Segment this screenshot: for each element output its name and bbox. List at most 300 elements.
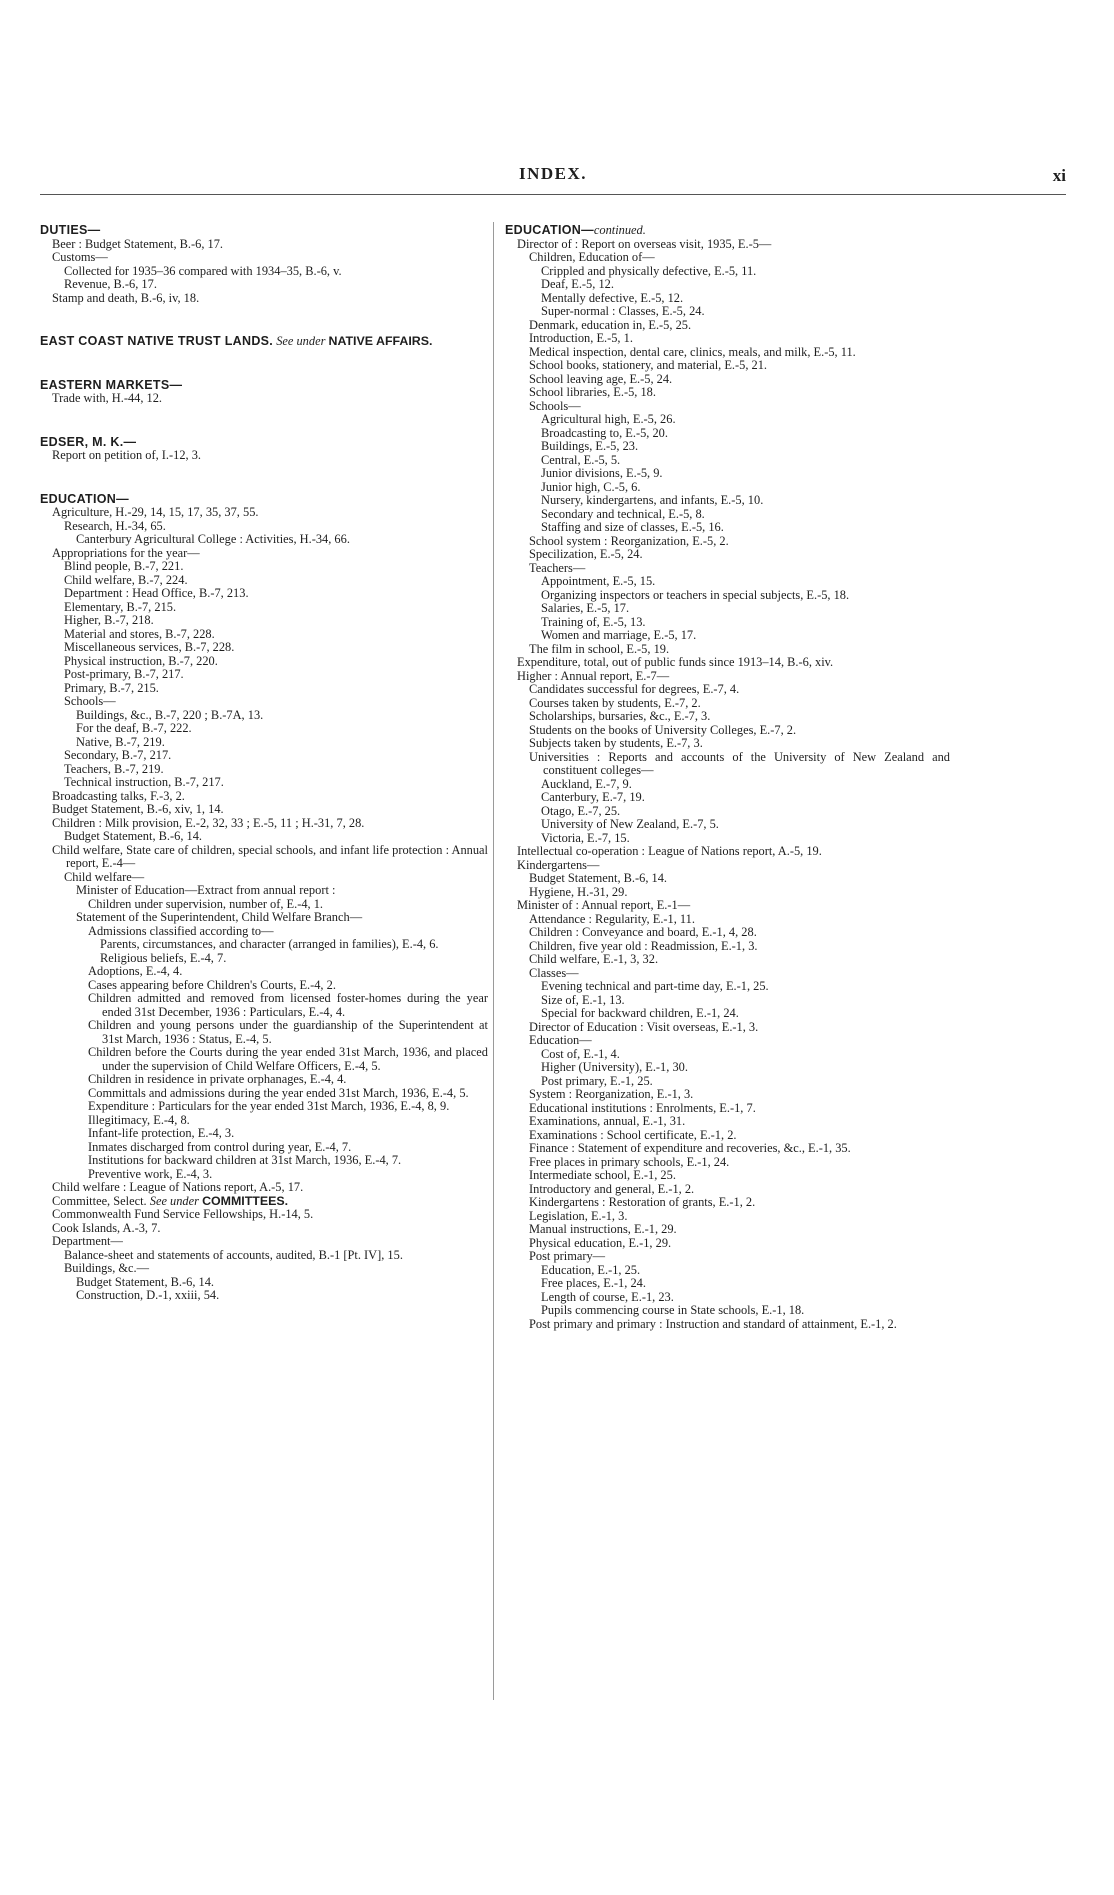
index-entry xyxy=(64,574,488,588)
heading-text: EDUCATION— xyxy=(40,491,129,506)
index-entry xyxy=(76,736,488,750)
index-entry xyxy=(541,818,950,832)
index-entry xyxy=(64,641,488,655)
index-entry xyxy=(64,587,488,601)
index-entry xyxy=(52,1235,488,1249)
right-column xyxy=(505,224,950,1331)
index-entry xyxy=(88,1114,488,1128)
entry-text: Courses taken by students, E.-7, 2. xyxy=(529,695,701,710)
index-entry xyxy=(88,1073,488,1087)
continued-label: continued. xyxy=(593,223,646,237)
entry-text: Higher : Annual report, E.-7— xyxy=(517,668,670,683)
entry-text: Institutions for backward children at 31st March, 1936, E.-4, 7. xyxy=(88,1153,402,1167)
entry-text: Children before the Courts during the year ended 31st March, 1936, and placed under the supervision of Child Welfare Officers, E.-4, 5. xyxy=(88,1045,488,1073)
index-entry xyxy=(541,305,950,319)
heading-text: EDUCATION— xyxy=(505,223,594,237)
entry-text: Otago, E.-7, 25. xyxy=(541,803,621,818)
entry-text: Super-normal : Classes, E.-5, 24. xyxy=(541,304,705,318)
index-entry xyxy=(541,805,950,819)
page-title: INDEX. xyxy=(518,164,588,183)
entry-text: Cost of, E.-1, 4. xyxy=(541,1046,620,1061)
entry-text: Child welfare, B.-7, 224. xyxy=(64,572,188,587)
index-entry xyxy=(541,1048,950,1062)
entry-text: Agricultural high, E.-5, 26. xyxy=(541,412,676,426)
index-entry xyxy=(88,1127,488,1141)
index-entry xyxy=(541,521,950,535)
index-entry xyxy=(529,1196,950,1210)
index-entry xyxy=(541,1304,950,1318)
entry-text: Size of, E.-1, 13. xyxy=(541,992,625,1007)
index-entry xyxy=(52,817,488,831)
entry-text: Admissions classified according to— xyxy=(88,923,274,938)
entry-text: Department : Head Office, B.-7, 213. xyxy=(64,586,249,600)
entry-text: Pupils commencing course in State schools, E.-1, 18. xyxy=(541,1303,805,1317)
entry-text: Committals and admissions during the year ended 31st March, 1936, E.-4, 5. xyxy=(88,1085,469,1100)
entry-text: Expenditure, total, out of public funds since 1913–14, B.-6, xiv. xyxy=(517,655,834,669)
entry-text: Budget Statement, B.-6, 14. xyxy=(76,1274,215,1289)
entry-text: Buildings, E.-5, 23. xyxy=(541,439,639,453)
entry-text: Specilization, E.-5, 24. xyxy=(529,547,643,561)
index-entry xyxy=(64,871,488,885)
index-entry xyxy=(52,844,488,871)
entry-text: Organizing inspectors or teachers in special subjects, E.-5, 18. xyxy=(541,587,850,602)
index-entry xyxy=(529,1102,950,1116)
index-entry xyxy=(76,911,488,925)
heading-text: DUTIES— xyxy=(40,223,101,237)
entry-text: Physical education, E.-1, 29. xyxy=(529,1235,672,1250)
index-entry xyxy=(541,589,950,603)
index-entry xyxy=(76,1289,488,1303)
entry-text: Revenue, B.-6, 17. xyxy=(64,277,157,291)
entry-text: Preventive work, E.-4, 3. xyxy=(88,1166,213,1181)
index-entry xyxy=(529,562,950,576)
entry-text: Junior high, C.-5, 6. xyxy=(541,479,641,494)
entry-text: Infant-life protection, E.-4, 3. xyxy=(88,1126,235,1140)
entry-text: Medical inspection, dental care, clinics, meals, and milk, E.-5, 11. xyxy=(529,344,856,359)
index-entry xyxy=(52,449,488,463)
entry-text: Finance : Statement of expenditure and recoveries, &c., E.-1, 35. xyxy=(529,1141,851,1155)
index-entry xyxy=(541,602,950,616)
index-entry xyxy=(88,979,488,993)
index-entry xyxy=(52,238,488,252)
index-entry xyxy=(529,1318,950,1332)
entry-text: Denmark, education in, E.-5, 25. xyxy=(529,317,692,332)
index-entry xyxy=(100,952,488,966)
entry-text: Illegitimacy, E.-4, 8. xyxy=(88,1112,190,1127)
index-entry xyxy=(529,886,950,900)
entry-text: Post primary and primary : Instruction and standard of attainment, E.-1, 2. xyxy=(529,1316,897,1331)
index-entry xyxy=(541,629,950,643)
index-heading xyxy=(505,224,950,238)
entry-text: Child welfare— xyxy=(64,869,145,884)
index-entry xyxy=(88,1100,488,1114)
index-heading xyxy=(40,493,488,507)
index-entry xyxy=(529,1183,950,1197)
index-entry xyxy=(529,1129,950,1143)
entry-text: Schools— xyxy=(64,694,116,708)
entry-text: Training of, E.-5, 13. xyxy=(541,614,646,629)
entry-text: Women and marriage, E.-5, 17. xyxy=(541,628,697,642)
index-entry xyxy=(88,1141,488,1155)
entry-text: Religious beliefs, E.-4, 7. xyxy=(100,950,227,965)
index-entry xyxy=(529,710,950,724)
index-entry xyxy=(541,575,950,589)
entry-text: Mentally defective, E.-5, 12. xyxy=(541,290,684,305)
index-entry xyxy=(517,899,950,913)
index-entry xyxy=(88,898,488,912)
entry-text: Material and stores, B.-7, 228. xyxy=(64,626,215,641)
entry-text: Children in residence in private orphanages, E.-4, 4. xyxy=(88,1072,347,1086)
entry-text: Commonwealth Fund Service Fellowships, H.-14, 5. xyxy=(52,1207,314,1221)
entry-text: Agriculture, H.-29, 14, 15, 17, 35, 37, 55. xyxy=(52,505,259,519)
entry-text: Child welfare, State care of children, special schools, and infant life protection : Annual report, E.-4— xyxy=(52,842,488,870)
index-entry xyxy=(64,763,488,777)
entry-text: Children and young persons under the guardianship of the Superintendent at 31st March, 1936 : Status, E.-4, 5. xyxy=(88,1018,488,1046)
left-column xyxy=(40,224,488,1303)
index-entry xyxy=(517,656,950,670)
entry-text: Examinations, annual, E.-1, 31. xyxy=(529,1114,686,1128)
index-entry xyxy=(76,709,488,723)
entry-text: Educational institutions : Enrolments, E.-1, 7. xyxy=(529,1100,756,1115)
entry-text: Teachers— xyxy=(529,560,586,575)
index-entry xyxy=(52,803,488,817)
entry-text: Classes— xyxy=(529,965,579,980)
index-entry xyxy=(541,791,950,805)
entry-text: Education, E.-1, 25. xyxy=(541,1262,641,1277)
index-entry xyxy=(529,1210,950,1224)
index-entry xyxy=(64,1262,488,1276)
entry-text: Customs— xyxy=(52,250,108,264)
entry-text: Statement of the Superintendent, Child Welfare Branch— xyxy=(76,910,363,924)
entry-text: Secondary, B.-7, 217. xyxy=(64,748,172,762)
entry-text: Victoria, E.-7, 15. xyxy=(541,830,630,845)
index-entry xyxy=(64,682,488,696)
entry-text: Appointment, E.-5, 15. xyxy=(541,574,656,588)
index-entry xyxy=(541,778,950,792)
index-entry xyxy=(64,560,488,574)
entry-text: Kindergartens : Restoration of grants, E.-1, 2. xyxy=(529,1195,756,1209)
entry-text: School leaving age, E.-5, 24. xyxy=(529,371,673,386)
index-entry xyxy=(64,265,488,279)
entry-text: Evening technical and part-time day, E.-1, 25. xyxy=(541,979,769,993)
entry-text: Candidates successful for degrees, E.-7, 4. xyxy=(529,682,740,696)
index-entry xyxy=(541,1291,950,1305)
index-entry xyxy=(541,994,950,1008)
index-entry xyxy=(88,1154,488,1168)
entry-text: Appropriations for the year— xyxy=(52,545,200,560)
index-entry xyxy=(541,292,950,306)
index-entry xyxy=(64,655,488,669)
entry-text: Expenditure : Particulars for the year ended 31st March, 1936, E.-4, 8, 9. xyxy=(88,1099,450,1113)
index-entry xyxy=(64,520,488,534)
index-entry xyxy=(541,1061,950,1075)
index-entry xyxy=(76,722,488,736)
index-entry xyxy=(541,832,950,846)
entry-text: Miscellaneous services, B.-7, 228. xyxy=(64,640,235,654)
entry-text: Children under supervision, number of, E.-4, 1. xyxy=(88,896,324,911)
entry-text: Students on the books of University Colleges, E.-7, 2. xyxy=(529,722,797,737)
entry-text: Broadcasting to, E.-5, 20. xyxy=(541,425,668,440)
index-entry xyxy=(529,697,950,711)
entry-text: Canterbury, E.-7, 19. xyxy=(541,790,645,804)
entry-text: Legislation, E.-1, 3. xyxy=(529,1208,628,1223)
entry-text: Manual instructions, E.-1, 29. xyxy=(529,1222,677,1236)
index-entry xyxy=(517,845,950,859)
index-entry xyxy=(517,238,950,252)
entry-text: Native, B.-7, 219. xyxy=(76,734,165,749)
entry-text: Research, H.-34, 65. xyxy=(64,518,166,533)
entry-text: Hygiene, H.-31, 29. xyxy=(529,884,628,899)
index-entry xyxy=(64,695,488,709)
entry-text: Cases appearing before Children's Courts, E.-4, 2. xyxy=(88,977,336,992)
index-entry xyxy=(529,1169,950,1183)
index-entry xyxy=(529,1021,950,1035)
entry-text: Stamp and death, B.-6, iv, 18. xyxy=(52,290,200,305)
entry-text: Central, E.-5, 5. xyxy=(541,452,621,467)
index-entry xyxy=(541,427,950,441)
index-entry xyxy=(64,776,488,790)
index-entry xyxy=(529,400,950,414)
entry-text: Balance-sheet and statements of accounts, audited, B.-1 [Pt. IV], 15. xyxy=(64,1247,403,1262)
entry-text: Child welfare : League of Nations report, A.-5, 17. xyxy=(52,1180,304,1194)
index-entry xyxy=(52,251,488,265)
index-entry xyxy=(88,925,488,939)
index-entry xyxy=(52,1195,488,1209)
index-entry xyxy=(529,319,950,333)
entry-text: Junior divisions, E.-5, 9. xyxy=(541,466,663,480)
entry-text: Construction, D.-1, xxiii, 54. xyxy=(76,1288,220,1302)
entry-text: The film in school, E.-5, 19. xyxy=(529,641,670,656)
index-entry xyxy=(529,386,950,400)
entry-text: Child welfare, E.-1, 3, 32. xyxy=(529,952,659,966)
index-entry xyxy=(541,413,950,427)
index-entry xyxy=(64,1249,488,1263)
entry-text: Broadcasting talks, F.-3, 2. xyxy=(52,788,185,803)
index-entry xyxy=(76,1276,488,1290)
index-entry xyxy=(100,938,488,952)
index-entry xyxy=(541,616,950,630)
index-entry xyxy=(529,1237,950,1251)
index-entry xyxy=(52,506,488,520)
index-entry xyxy=(541,508,950,522)
entry-text: Kindergartens— xyxy=(517,857,600,872)
entry-text: System : Reorganization, E.-1, 3. xyxy=(529,1087,694,1101)
entry-text: School libraries, E.-5, 18. xyxy=(529,385,656,399)
entry-text: Nursery, kindergartens, and infants, E.-5, 10. xyxy=(541,493,764,507)
page-header xyxy=(40,164,1066,195)
index-entry xyxy=(541,980,950,994)
cross-reference: COMMITTEES. xyxy=(202,1193,289,1208)
index-entry xyxy=(541,265,950,279)
index-entry xyxy=(529,724,950,738)
cross-reference: NATIVE AFFAIRS. xyxy=(328,334,433,348)
heading-text: EAST COAST NATIVE TRUST LANDS. xyxy=(40,334,274,348)
entry-text: Crippled and physically defective, E.-5, 11. xyxy=(541,263,757,278)
entry-text: Children, Education of— xyxy=(529,250,655,264)
entry-text: Free places in primary schools, E.-1, 24. xyxy=(529,1154,730,1169)
index-entry xyxy=(529,967,950,981)
entry-text: Elementary, B.-7, 215. xyxy=(64,599,177,614)
entry-text: Intermediate school, E.-1, 25. xyxy=(529,1168,676,1182)
entry-text: Intellectual co-operation : League of Nations report, A.-5, 19. xyxy=(517,844,822,858)
entry-text: Length of course, E.-1, 23. xyxy=(541,1289,674,1304)
entry-text: Children, five year old : Readmission, E.-1, 3. xyxy=(529,938,758,953)
entry-text: Inmates discharged from control during year, E.-4, 7. xyxy=(88,1139,352,1154)
heading-text: EDSER, M. K.— xyxy=(40,434,137,449)
index-entry xyxy=(529,251,950,265)
entry-text: Buildings, &c., B.-7, 220 ; B.-7A, 13. xyxy=(76,707,264,722)
index-entry xyxy=(52,292,488,306)
entry-text: Free places, E.-1, 24. xyxy=(541,1276,646,1290)
see-under-label: See under xyxy=(149,1193,199,1208)
entry-text: Canterbury Agricultural College : Activities, H.-34, 66. xyxy=(76,532,350,546)
entry-text: Report on petition of, I.-12, 3. xyxy=(52,448,202,462)
entry-text: Examinations : School certificate, E.-1, 2. xyxy=(529,1127,737,1142)
entry-text: Universities : Reports and accounts of the University of New Zealand and constituent colleges— xyxy=(529,749,950,777)
index-entry xyxy=(64,668,488,682)
entry-text: Children admitted and removed from licensed foster-homes during the year ended 31st December, 1936 : Particulars, E.-4, 4. xyxy=(88,991,488,1019)
index-entry xyxy=(541,1075,950,1089)
entry-text: Deaf, E.-5, 12. xyxy=(541,277,614,291)
entry-text: Special for backward children, E.-1, 24. xyxy=(541,1006,739,1020)
entry-text: Budget Statement, B.-6, 14. xyxy=(64,829,203,843)
entry-text: Adoptions, E.-4, 4. xyxy=(88,964,183,978)
entry-text: Subjects taken by students, E.-7, 3. xyxy=(529,736,703,750)
entry-text: University of New Zealand, E.-7, 5. xyxy=(541,817,719,831)
index-entry xyxy=(76,533,488,547)
index-entry xyxy=(541,467,950,481)
entry-text: Post-primary, B.-7, 217. xyxy=(64,667,184,681)
entry-text: Post primary, E.-1, 25. xyxy=(541,1073,653,1088)
entry-text: Children : Conveyance and board, E.-1, 4, 28. xyxy=(529,925,757,939)
entry-text: School books, stationery, and material, E.-5, 21. xyxy=(529,358,768,372)
index-entry xyxy=(52,1181,488,1195)
entry-text: Schools— xyxy=(529,398,581,413)
index-entry xyxy=(52,547,488,561)
index-entry xyxy=(88,1168,488,1182)
entry-text: Salaries, E.-5, 17. xyxy=(541,601,630,615)
entry-text: Secondary and technical, E.-5, 8. xyxy=(541,506,705,521)
index-entry xyxy=(541,440,950,454)
see-under-label: See under xyxy=(276,334,326,348)
index-entry xyxy=(88,1046,488,1073)
index-entry xyxy=(529,1115,950,1129)
index-entry xyxy=(529,683,950,697)
entry-text: Minister of Education—Extract from annual report : xyxy=(76,883,336,897)
index-entry xyxy=(64,601,488,615)
entry-text: Director of Education : Visit overseas, E.-1, 3. xyxy=(529,1019,759,1034)
entry-text: Committee, Select. xyxy=(52,1193,147,1208)
index-entry xyxy=(88,992,488,1019)
entry-text: Beer : Budget Statement, B.-6, 17. xyxy=(52,236,224,251)
entry-text: Introduction, E.-5, 1. xyxy=(529,331,633,345)
entry-text: Staffing and size of classes, E.-5, 16. xyxy=(541,520,724,534)
entry-text: Minister of : Annual report, E.-1— xyxy=(517,898,691,912)
index-heading xyxy=(40,224,488,238)
entry-text: Education— xyxy=(529,1033,592,1047)
index-entry xyxy=(64,628,488,642)
index-entry xyxy=(529,346,950,360)
entry-text: Post primary— xyxy=(529,1249,606,1263)
index-entry xyxy=(52,392,488,406)
index-entry xyxy=(529,751,950,778)
entry-text: Department— xyxy=(52,1234,123,1248)
entry-text: Introductory and general, E.-1, 2. xyxy=(529,1181,695,1196)
index-entry xyxy=(52,1208,488,1222)
index-entry xyxy=(529,1088,950,1102)
index-entry xyxy=(529,872,950,886)
index-heading xyxy=(40,379,488,393)
entry-text: Collected for 1935–36 compared with 1934–35, B.-6, v. xyxy=(64,263,342,278)
index-entry xyxy=(529,535,950,549)
entry-text: Attendance : Regularity, E.-1, 11. xyxy=(529,911,695,926)
index-entry xyxy=(529,1250,950,1264)
index-entry xyxy=(52,790,488,804)
index-entry xyxy=(529,643,950,657)
entry-text: Technical instruction, B.-7, 217. xyxy=(64,775,224,789)
index-entry xyxy=(64,614,488,628)
entry-text: Teachers, B.-7, 219. xyxy=(64,761,164,776)
entry-text: Blind people, B.-7, 221. xyxy=(64,559,184,573)
entry-text: Higher, B.-7, 218. xyxy=(64,613,154,627)
index-heading xyxy=(40,436,488,450)
index-entry xyxy=(529,953,950,967)
entry-text: Trade with, H.-44, 12. xyxy=(52,391,163,405)
entry-text: Auckland, E.-7, 9. xyxy=(541,776,632,791)
entry-text: Parents, circumstances, and character (arranged in families), E.-4, 6. xyxy=(100,937,439,951)
entry-text: Budget Statement, B.-6, 14. xyxy=(529,871,668,885)
column-divider xyxy=(493,222,494,1700)
page-number: xi xyxy=(1052,166,1066,185)
index-entry xyxy=(529,1034,950,1048)
index-entry xyxy=(541,454,950,468)
entry-text: Higher (University), E.-1, 30. xyxy=(541,1060,688,1074)
index-entry xyxy=(541,1264,950,1278)
entry-text: Cook Islands, A.-3, 7. xyxy=(52,1220,161,1235)
index-entry xyxy=(88,1019,488,1046)
index-entry xyxy=(529,332,950,346)
index-entry xyxy=(64,749,488,763)
index-entry xyxy=(88,965,488,979)
index-entry xyxy=(529,548,950,562)
index-entry xyxy=(529,926,950,940)
entry-text: Scholarships, bursaries, &c., E.-7, 3. xyxy=(529,709,711,723)
index-entry xyxy=(529,1156,950,1170)
index-entry xyxy=(541,1277,950,1291)
index-entry xyxy=(529,373,950,387)
index-entry xyxy=(76,884,488,898)
entry-text: Physical instruction, B.-7, 220. xyxy=(64,653,218,668)
index-entry xyxy=(88,1087,488,1101)
entry-text: Budget Statement, B.-6, xiv, 1, 14. xyxy=(52,802,224,816)
heading-text: EASTERN MARKETS— xyxy=(40,377,183,392)
entry-text: Children : Milk provision, E.-2, 32, 33 ; E.-5, 11 ; H.-31, 7, 28. xyxy=(52,815,365,830)
index-entry xyxy=(529,1223,950,1237)
index-heading xyxy=(40,335,488,349)
index-entry xyxy=(541,481,950,495)
index-entry xyxy=(517,670,950,684)
entry-text: Director of : Report on overseas visit, 1935, E.-5— xyxy=(517,236,772,251)
index-entry xyxy=(529,913,950,927)
index-entry xyxy=(529,737,950,751)
entry-text: For the deaf, B.-7, 222. xyxy=(76,721,192,735)
entry-text: Buildings, &c.— xyxy=(64,1261,150,1275)
index-entry xyxy=(52,1222,488,1236)
index-entry xyxy=(541,1007,950,1021)
index-entry xyxy=(517,859,950,873)
index-entry xyxy=(64,830,488,844)
index-entry xyxy=(541,494,950,508)
